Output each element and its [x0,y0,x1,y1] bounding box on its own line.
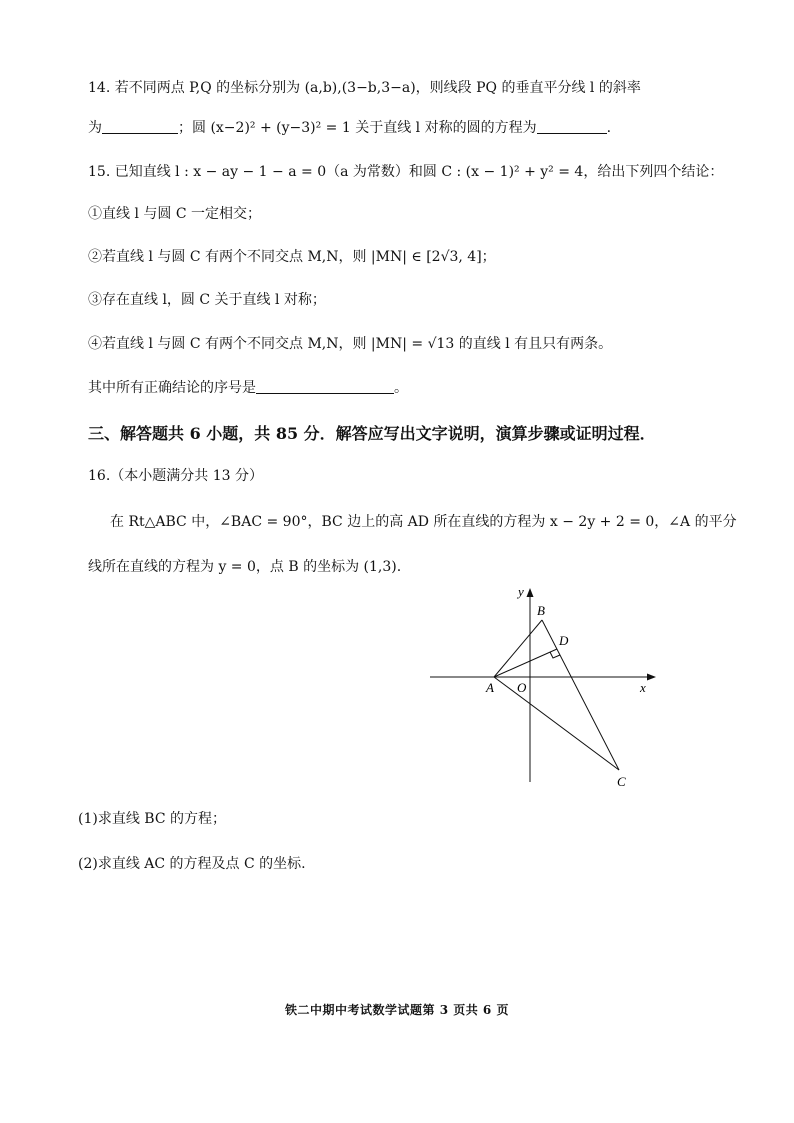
q15-item-2 [88,247,496,267]
section-3-heading [88,421,656,444]
triangle-figure [428,582,668,792]
page-footer [0,1001,794,1018]
q16-sub-1 [78,809,226,829]
q14-end: . [606,120,612,136]
q16-sub-2-text: (2)求直线 AC 的方程及点 C 的坐标. [78,856,306,872]
q14-mid: ；圆 (x−2)² + (y−3)² = 1 关于直线 l 对称的圆的方程为 [178,120,537,136]
q15-blank-answer[interactable] [256,379,394,394]
q14-line-1 [88,78,641,98]
label-d: D [559,633,569,648]
q15-intro [88,162,723,182]
q14-blank-circle[interactable] [537,119,607,134]
section-3-heading-text: 三、解答题共 6 小题，共 85 分．解答应写出文字说明，演算步骤或证明过程． [88,424,656,443]
q15-item-3-text: ③存在直线 l，圆 C 关于直线 l 对称； [88,292,326,308]
q16-sub-2 [78,854,306,874]
label-c: C [617,774,626,789]
q15-ask-end: 。 [394,380,408,396]
label-y: y [518,584,524,599]
q15-ask-text: 其中所有正确结论的序号是 [88,380,256,396]
q15-item-4-text: ④若直线 l 与圆 C 有两个不同交点 M,N，则 |MN| = √13 的直线 l 有且只有两条。 [88,336,613,352]
label-x: x [640,680,646,695]
q15-item-1 [88,204,261,224]
q16-body-1-text: 在 Rt△ABC 中，∠BAC = 90°，BC 边上的高 AD 所在直线的方程为 x − 2y + 2 = 0，∠A 的平分 [110,514,737,530]
page-footer-text: 铁二中期中考试数学试题第 3 页共 6 页 [285,1003,509,1017]
segment-ad [494,649,557,677]
q15-item-1-text: ①直线 l 与圆 C 一定相交； [88,206,261,222]
q16-body-1 [110,512,737,532]
q16-header [88,466,263,486]
q15-item-2-text: ②若直线 l 与圆 C 有两个不同交点 M,N，则 |MN| ∈ [2√3, 4]； [88,249,496,265]
q16-body-2 [88,557,401,577]
label-a: A [486,680,494,695]
q15-ask [88,378,408,398]
q16-header-text: 16.（本小题满分共 13 分） [88,468,263,484]
y-axis-arrow-icon [527,588,534,597]
q14-text-1: 14. 若不同两点 P,Q 的坐标分别为 (a,b),(3−b,3−a)，则线段 PQ 的垂直平分线 l 的斜率 [88,80,641,96]
q15-item-4 [88,334,612,354]
q14-prefix: 为 [88,120,102,136]
q14-line-2 [88,118,611,138]
label-o: O [517,680,527,695]
segment-ac [494,677,619,770]
q15-item-3 [88,290,326,310]
label-b: B [537,603,545,618]
q14-blank-slope[interactable] [102,119,178,134]
q15-intro-text: 15. 已知直线 l : x − ay − 1 − a = 0（a 为常数）和圆 C : (x − 1)² + y² = 4，给出下列四个结论： [88,164,724,180]
segment-bc [542,620,619,770]
q16-sub-1-text: (1)求直线 BC 的方程； [78,811,226,827]
x-axis-arrow-icon [647,674,656,681]
q16-body-2-text: 线所在直线的方程为 y = 0，点 B 的坐标为 (1,3). [88,559,402,575]
segment-ab [494,620,542,677]
